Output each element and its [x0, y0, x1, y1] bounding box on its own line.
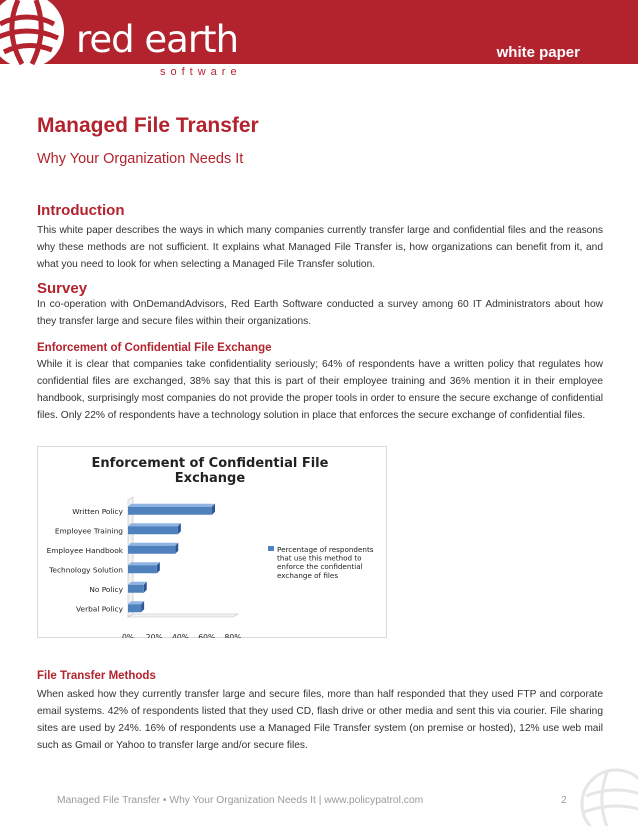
- chart-category-label: Employee Handbook: [46, 545, 123, 555]
- methods-body: When asked how they currently transfer large and secure files, more than half responded that they used FTP and corporate email systems. 42% of respondents listed that they used CD, flash drive or other media and sent this via courier. File sharing sites are used by 24%. 16% of respondents use a Managed File Transfer system (on premise or hosted), 12% use web mail such as Gmail or Yahoo to transfer large and/or secure files.: [37, 689, 603, 751]
- survey-heading: Survey: [37, 280, 88, 297]
- chart-bar-top: [128, 523, 181, 526]
- brand-subtitle: software: [160, 66, 242, 78]
- intro-body: This white paper describes the ways in which many companies currently transfer large and confidential files and the reasons why these methods are not sufficient. It explains what Managed File Transfer is, how organizations can benefit from it, and what you need to look for when selecting a Managed File Transfer solution.: [37, 225, 603, 270]
- enforcement-heading: Enforcement of Confidential File Exchange: [37, 342, 272, 354]
- chart-category-label: Written Policy: [72, 506, 123, 516]
- chart-bar: [128, 546, 175, 554]
- chart-legend-swatch: [268, 546, 274, 551]
- chart-bar: [128, 604, 141, 612]
- chart-title-line-2: Exchange: [174, 471, 246, 486]
- chart-bar: [128, 526, 178, 534]
- chart-category-label: Employee Training: [54, 526, 123, 536]
- chart-legend-label: that use this method to: [277, 553, 362, 563]
- page-title: Managed File Transfer: [37, 114, 259, 137]
- chart-tick-label: 40%: [172, 633, 189, 638]
- chart-tick-label: 0%: [121, 633, 135, 638]
- chart-tick-label: 80%: [224, 633, 242, 638]
- enforcement-chart: [37, 446, 387, 638]
- chart-bar-top: [128, 582, 147, 585]
- page-number: 2: [561, 795, 567, 806]
- enforcement-body: While it is clear that companies take confidentiality seriously; 64% of respondents have a written policy that regulates how confidential files are exchanged, 38% say that this is part of their employee training and 36% mention it in their employee handbook, surprisingly most companies do not provide the proper tools in order to ensure the secure exchange of confidential files. Only 22% of respondents have a technology solution in place that enforces the secure exchange of confidential files.: [37, 359, 603, 421]
- globe-logo-icon: [0, 0, 64, 68]
- chart-category-label: Technology Solution: [49, 565, 123, 575]
- chart-legend-label: enforce the confidential: [277, 562, 363, 572]
- chart-bar-top: [128, 504, 215, 507]
- chart-bar: [128, 507, 212, 515]
- chart-bar-top: [128, 562, 160, 565]
- chart-bar-top: [128, 543, 178, 546]
- chart-svg: [37, 446, 387, 638]
- chart-title-line-1: Enforcement of Confidential File: [91, 456, 329, 471]
- chart-legend-label: Percentage of respondents: [277, 545, 374, 554]
- chart-category-label: Verbal Policy: [76, 604, 123, 614]
- chart-category-label: No Policy: [89, 584, 123, 594]
- chart-bar: [128, 565, 157, 573]
- survey-body: In co-operation with OnDemandAdvisors, Red Earth Software conducted a survey among 60 IT Administrators about how they transfer large and secure files within their organizations.: [37, 299, 603, 327]
- chart-bar: [128, 585, 144, 593]
- chart-tick-label: 60%: [198, 633, 216, 638]
- chart-tick-label: 20%: [145, 633, 163, 638]
- doc-type-label: white paper: [496, 44, 580, 61]
- page-subtitle: Why Your Organization Needs It: [37, 151, 244, 167]
- chart-wall: [128, 497, 133, 617]
- header-band: [0, 0, 638, 64]
- brand-name: red earth: [76, 18, 239, 61]
- chart-floor: [128, 614, 238, 617]
- methods-heading: File Transfer Methods: [37, 670, 156, 682]
- intro-heading: Introduction: [37, 202, 125, 219]
- chart-legend-label: exchange of files: [277, 570, 339, 580]
- footer-text: Managed File Transfer • Why Your Organization Needs It | www.policypatrol.com: [57, 795, 424, 806]
- globe-watermark-icon: [578, 766, 638, 826]
